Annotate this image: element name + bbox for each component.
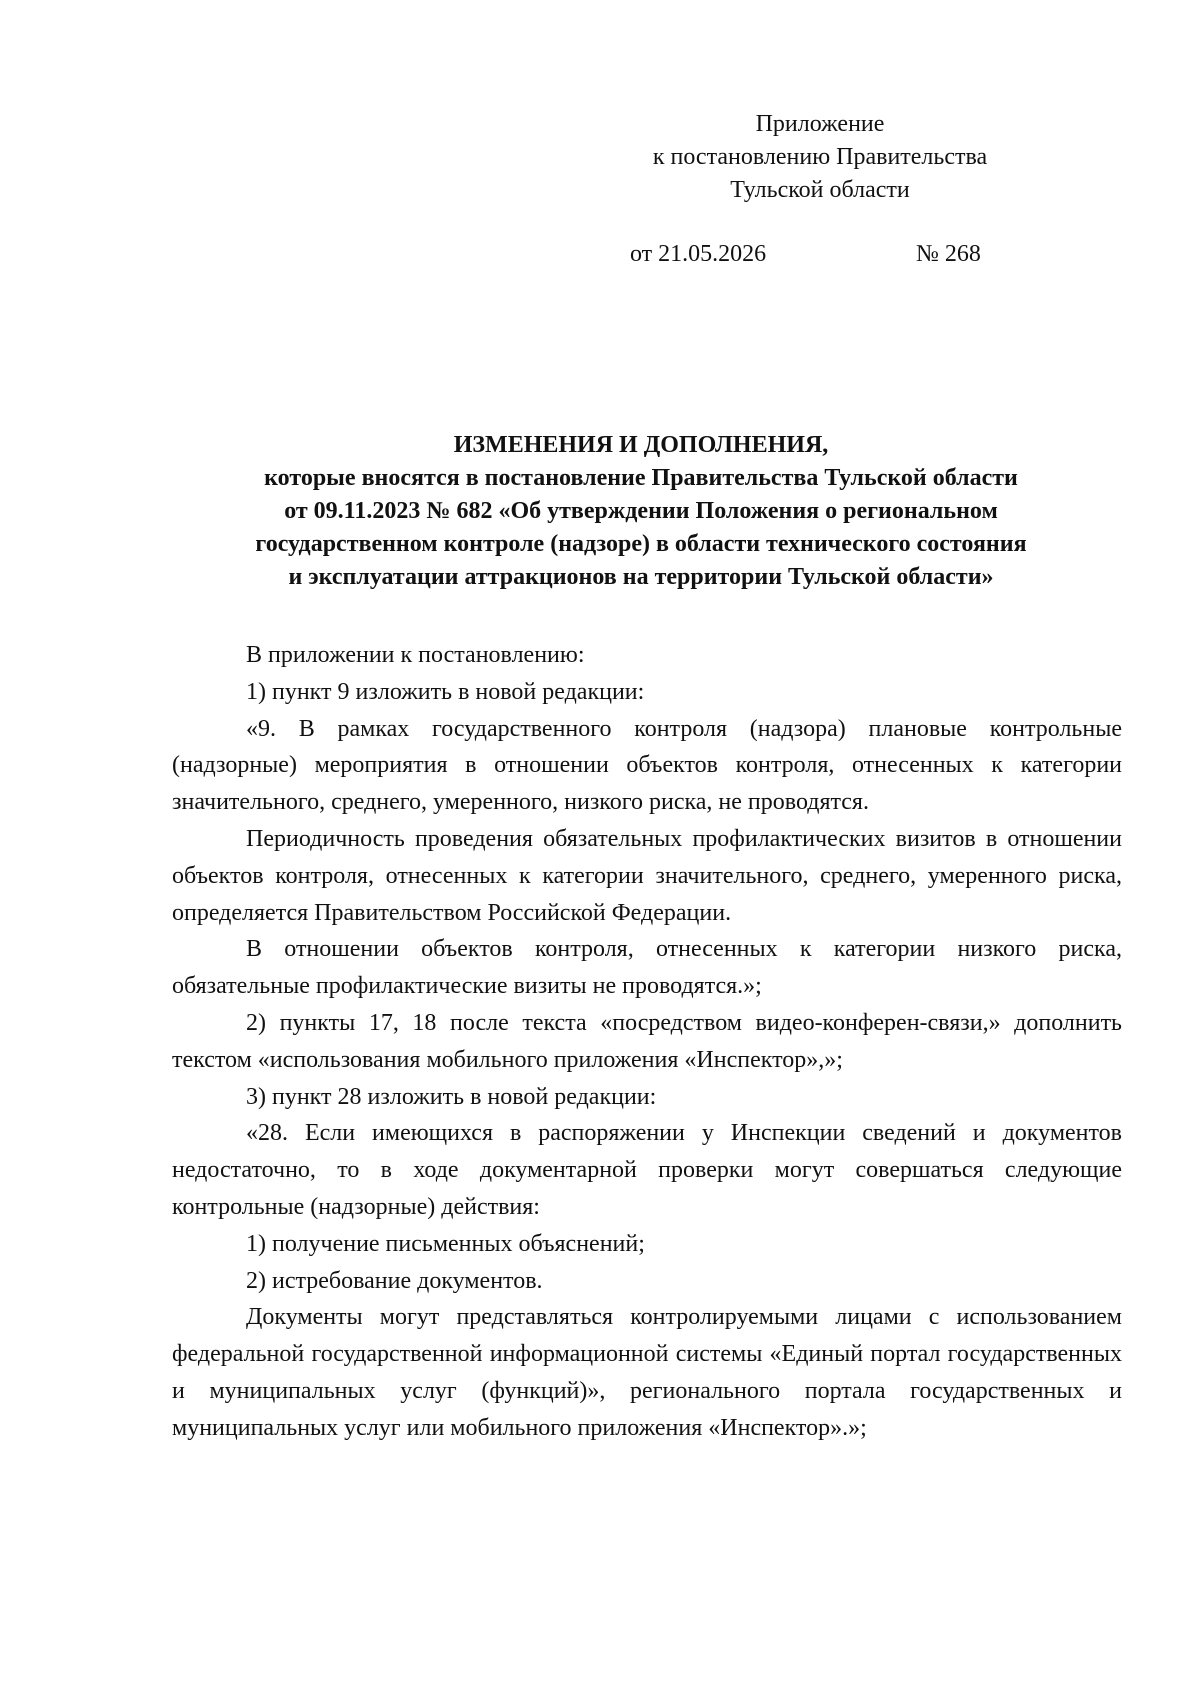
amendment-item-2: 2) пункты 17, 18 после текста «посредством видео-конферен-связи,» дополнить текстом «использования мобильного приложения «Инспектор»,»; [172, 1009, 1122, 1073]
clause-28-paragraph: «28. Если имеющихся в распоряжении у Инспекции сведений и документов недостаточно, то в ходе документарной проверки могут совершаться следующие контрольные (надзорные) действия: [172, 1120, 1122, 1220]
amendment-item-3: 3) пункт 28 изложить в новой редакции: [246, 1083, 657, 1110]
annex-region: Тульской области [730, 177, 910, 203]
clause-28-documents-paragraph: Документы могут представляться контролируемыми лицами с использованием федеральной государственной информационной системы «Единый портал государственных и муниципальных услуг (функций)», регионального портала государственных и муниципальных услуг или мобильного приложения «Инспектор».»; [172, 1304, 1122, 1441]
annex-header [560, 108, 1080, 207]
title-line-3: от 09.11.2023 № 682 «Об утверждении Положения о региональном [284, 498, 998, 524]
clause-9-low-risk-paragraph: В отношении объектов контроля, отнесенных к категории низкого риска, обязательные профилактические визиты не проводятся.»; [172, 936, 1122, 1000]
title-heading: ИЗМЕНЕНИЯ И ДОПОЛНЕНИЯ, [453, 432, 829, 458]
title-line-4: государственном контроле (надзоре) в области технического состояния [255, 531, 1027, 557]
document-title [160, 429, 1122, 594]
resolution-date: от 21.05.2026 [630, 241, 767, 267]
amendment-item-1: 1) пункт 9 изложить в новой редакции: [246, 678, 645, 705]
annex-reference: к постановлению Правительства [652, 144, 988, 170]
clause-9-periodicity-paragraph: Периодичность проведения обязательных профилактических визитов в отношении объектов контроля, отнесенных к категории значительного, среднего, умеренного риска, определяется Правительством Российской Федерации. [172, 825, 1122, 926]
clause-28-action-2: 2) истребование документов. [246, 1267, 543, 1294]
intro-paragraph: В приложении к постановлению: [246, 642, 585, 668]
annex-title: Приложение [755, 111, 885, 137]
resolution-number: № 268 [916, 241, 981, 267]
clause-28-action-1: 1) получение письменных объяснений; [246, 1230, 645, 1257]
title-line-5: и эксплуатации аттракционов на территории Тульской области» [288, 564, 994, 590]
document-body [172, 637, 1122, 1447]
title-line-2: которые вносятся в постановление Правительства Тульской области [264, 465, 1018, 491]
clause-9-paragraph: «9. В рамках государственного контроля (надзора) плановые контрольные (надзорные) мероприятия в отношении объектов контроля, отнесенных к категории значительного, среднего, умеренного, низкого риска, не проводятся. [172, 715, 1122, 816]
